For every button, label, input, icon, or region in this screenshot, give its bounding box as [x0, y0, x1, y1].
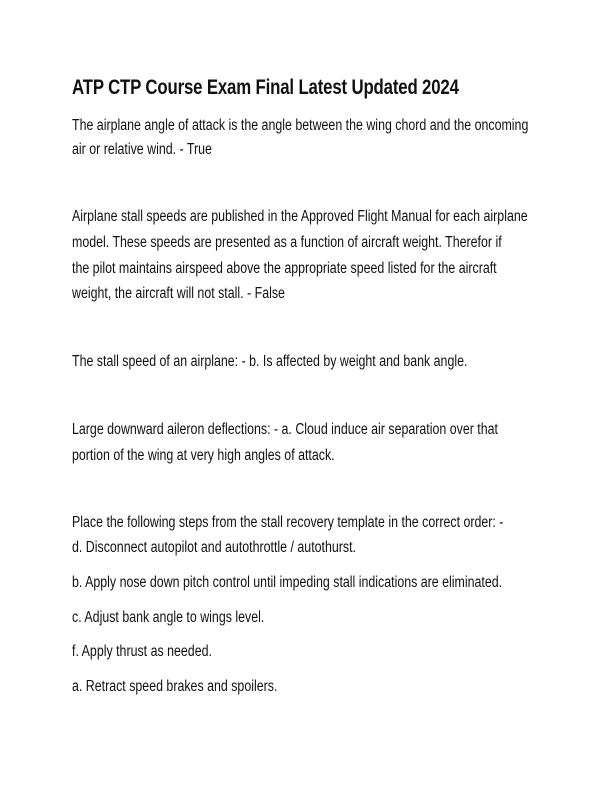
- paragraph-1-line-1: The airplane angle of attack is the angle between the wing chord and the oncoming: [72, 117, 529, 134]
- paragraph-1-line-2: air or relative wind. - True: [72, 141, 212, 158]
- paragraph-2-line-3: the pilot maintains airspeed above the appropriate speed listed for the aircraft: [72, 260, 497, 277]
- paragraph-5-line-1: Place the following steps from the stall recovery template in the correct order: -: [72, 514, 504, 531]
- recovery-step-f: f. Apply thrust as needed.: [72, 643, 212, 660]
- recovery-step-c: c. Adjust bank angle to wings level.: [72, 609, 265, 626]
- paragraph-2-line-4: weight, the aircraft will not stall. - False: [72, 285, 285, 302]
- recovery-step-d: d. Disconnect autopilot and autothrottle / autothurst.: [72, 539, 357, 556]
- paragraph-2-line-2: model. These speeds are presented as a function of aircraft weight. Therefor if: [72, 234, 502, 251]
- recovery-step-b: b. Apply nose down pitch control until impeding stall indications are eliminated.: [72, 574, 503, 591]
- paragraph-3-line-1: The stall speed of an airplane: - b. Is affected by weight and bank angle.: [72, 353, 468, 370]
- paragraph-4-line-2: portion of the wing at very high angles of attack.: [72, 447, 335, 464]
- paragraph-4-line-1: Large downward aileron deflections: - a. Cloud induce air separation over that: [72, 421, 498, 438]
- document-title-text: ATP CTP Course Exam Final Latest Updated 2024: [72, 76, 459, 99]
- paragraph-2-line-1: Airplane stall speeds are published in the Approved Flight Manual for each airplane: [72, 208, 528, 225]
- document-title: [72, 76, 556, 100]
- recovery-step-a: a. Retract speed brakes and spoilers.: [72, 678, 278, 695]
